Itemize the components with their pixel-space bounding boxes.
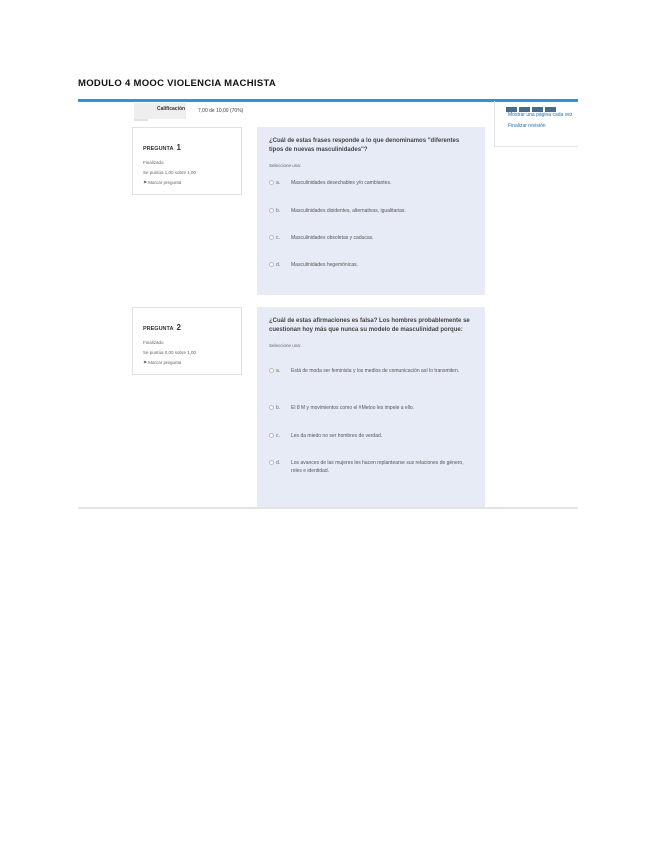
flag-question-link[interactable]: ⚑ Marcar pregunta [143, 360, 182, 365]
finish-review-link[interactable]: Finalizar revisión [508, 123, 546, 129]
option-d[interactable]: d. Los avances de las mujeres les hacen replantearse sus relaciones de género, roles e identidad. [269, 459, 469, 467]
question-body-2 [257, 307, 485, 507]
question-text: ¿Cuál de estas afirmaciones es falsa? Los hombres probablemente se cuestionan hoy más que nunca su modelo de masculinidad porque: [269, 318, 470, 333]
quiz-screenshot [78, 97, 578, 509]
question-status: Finalizado [143, 340, 164, 345]
question-status: Finalizado [143, 160, 164, 165]
radio-button[interactable] [269, 235, 274, 240]
question-prompt: Seleccione una: [269, 343, 302, 348]
flag-icon: ⚑ [143, 360, 149, 365]
flag-question-link[interactable]: ⚑ Marcar pregunta [143, 180, 182, 185]
question-score: Se puntúa 1,00 sobre 1,00 [143, 170, 197, 175]
radio-button[interactable] [269, 405, 274, 410]
question-score: Se puntúa 0,00 sobre 1,00 [143, 350, 197, 355]
question-number: 2 [176, 323, 181, 332]
option-b[interactable]: b. El 8 M y movimientos como el #Metoo les impele a ello. [269, 404, 469, 412]
option-a[interactable]: a. Está de moda ser feminista y los medios de comunicación así lo transmiten. [269, 367, 469, 375]
question-label: PREGUNTA [143, 146, 174, 152]
option-a[interactable]: a. Masculinidades desechables y/o cambiantes. [269, 179, 469, 187]
option-c[interactable]: c. Les da miedo no ser hombres de verdad. [269, 432, 469, 440]
question-text: ¿Cuál de estas frases responde a lo que denominamos "diferentes tipos de nuevas masculinidades"? [269, 138, 460, 153]
option-b[interactable]: b. Masculinidades disidentes, alternativas, igualitarias. [269, 207, 469, 215]
show-one-page-link[interactable]: Mostrar una página cada vez [508, 112, 573, 118]
grade-label: Calificación [134, 103, 186, 119]
radio-button[interactable] [269, 262, 274, 267]
grade-value: 7,00 de 10,00 (70%) [198, 108, 244, 114]
question-body-1 [257, 127, 485, 295]
flag-icon: ⚑ [143, 180, 149, 185]
question-label: PREGUNTA [143, 326, 174, 332]
document-title: MODULO 4 MOOC VIOLENCIA MACHISTA [78, 78, 277, 89]
question-prompt: Seleccione una: [269, 163, 302, 168]
option-d[interactable]: d. Masculinidades hegemónicas. [269, 261, 469, 269]
radio-button[interactable] [269, 460, 274, 465]
radio-button[interactable] [269, 180, 274, 185]
radio-button[interactable] [269, 208, 274, 213]
question-number: 1 [176, 143, 181, 152]
option-c[interactable]: c. Masculinidades obsoletas y caducas. [269, 234, 469, 242]
radio-button[interactable] [269, 433, 274, 438]
radio-button[interactable] [269, 368, 274, 373]
question-info-1 [132, 127, 242, 195]
question-info-2 [132, 307, 242, 375]
